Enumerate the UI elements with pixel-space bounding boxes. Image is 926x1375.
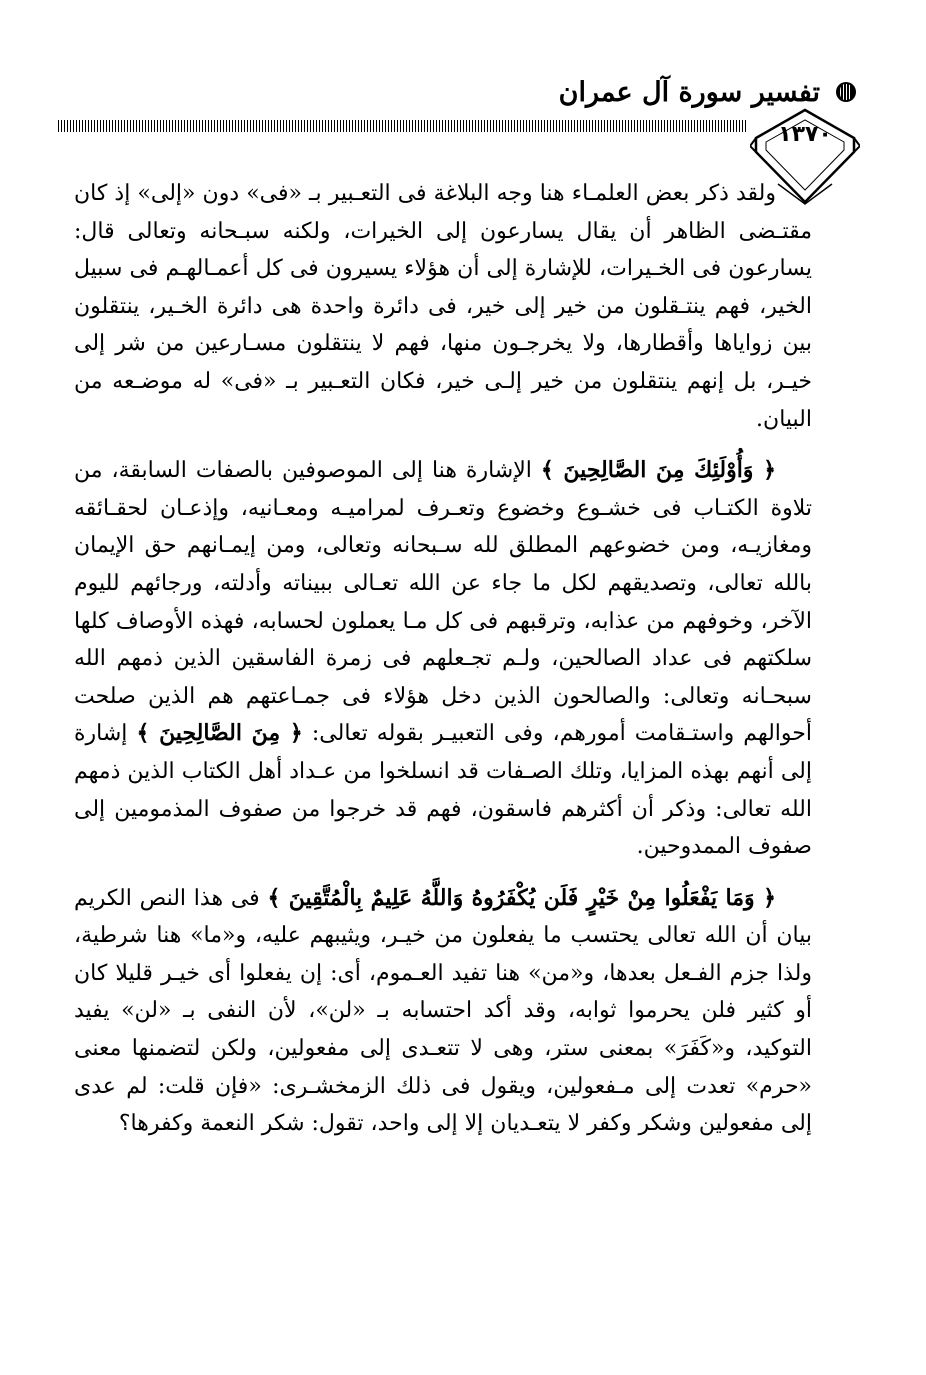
quran-verse: ﴿ وَمَا يَفْعَلُوا مِنْ خَيْرٍ فَلَن يُكْفَرُوهُ وَاللَّهُ عَلِيمٌ بِالْمُتَّقِينَ ﴾ <box>267 884 776 911</box>
commentary-text: فى هذا النص الكريم بيان أن الله تعالى يحتسب ما يفعلون من خيـر، ويثيبهم عليه، و«ما» هنا شرطية، ولذا جزم الفـعل بعدها، و«من» هنا تفيد العـموم، أى: إن يفعلوا أى خيـر قليلا كان أو كثير فلن يحرموا ثوابه، وقد أكد احتسابه بـ «لن»، لأن النفى بـ «لن» يفيد التوكيد، و«كَفَرَ» بمعنى ستر، وهى لا تتعـدى إلى مفعولين، ولكن لتضمنها معنى «حرم» تعدت إلى مـفعولين، ويقول فى ذلك الزمخشـرى: «فإن قلت: لم عدى إلى مفعولين وشكر وكفر لا يتعـديان إلا إلى واحد، تقول: شكر النعمة وكفرها؟ <box>74 885 812 1137</box>
running-title: تفسير سورة آل عمران <box>558 76 820 108</box>
paragraph <box>74 452 812 866</box>
ornament-icon <box>834 80 858 104</box>
commentary-text: الإشارة هنا إلى الموصوفين بالصفات السابقة، من تلاوة الكتـاب فى خشـوع وخضوع وتعـرف لمراميـه ومعـانيه، وإذعـان لحقـائقه ومغازيـه، ومن خضوعهم المطلق لله سـبحانه وتعالى، ومن إيمـانهم حق الإيمان بالله تعالى، وتصديقهم لكل ما جاء عن الله تعـالى ببيناته وأدلته، ورجائهم لليوم الآخر، وخوفهم من عذابه، وترقبهم فى كل مـا يعملون لحسابه، فهذه الأوصاف كلها سلكتهم فى عداد الصالحين، ولـم تجـعلهم فى زمرة الفاسقين الذين ذمهم الله سبحـانه وتعالى: والصالحون الذين دخل هؤلاء فى جمـاعتهم هم الذين صلحت أحوالهم واستـقامت أمورهم، وفى التعبيـر بقوله تعالى: <box>74 458 812 747</box>
quran-verse: ﴿ وَأُوْلَئِكَ مِنَ الصَّالِحِينَ ﴾ <box>540 457 776 484</box>
quran-verse: ﴿ مِنَ الصَّالِحِينَ ﴾ <box>136 720 303 747</box>
commentary-text: إشارة إلى أنهم بهذه المزايا، وتلك الصـفات قد انسلخوا من عـداد أهل الكتاب الذين ذمهم الله تعالى: وذكر أن أكثرهم فاسقون، فهم قد خرجوا من صفوف المذمومين إلى صفوف الممدوحين. <box>74 721 812 860</box>
body-text <box>74 175 812 1157</box>
paragraph <box>74 880 812 1143</box>
commentary-text: ولقد ذكر بعض العلمـاء هنا وجه البلاغة فى التعـبير بـ «فى» دون «إلى» إذ كان مقتـضى الظاهر أن يقال يسارعون إلى الخيرات، ولكنه سبـحانه وتعالى قال: يسارعون فى الخـيرات، للإشارة إلى أن هؤلاء يسيرون فى كل أعمـالهـم فى سبيل الخير، فهم ينتـقلون من خير إلى خير، فى دائرة واحدة هى دائرة الخـير، ينتقلون بين زواياها وأقطارها، ولا يخرجـون منها، فهم لا ينتقلون مسـارعين من شر إلى خيـر، بل إنهم ينتقلون من خير إلـى خير، فكان التعـبير بـ «فى» له موضـعه من البيان. <box>74 181 812 432</box>
header-rule <box>58 120 748 132</box>
page-number: ١٣٧٠ <box>778 122 832 147</box>
paragraph <box>74 175 812 438</box>
